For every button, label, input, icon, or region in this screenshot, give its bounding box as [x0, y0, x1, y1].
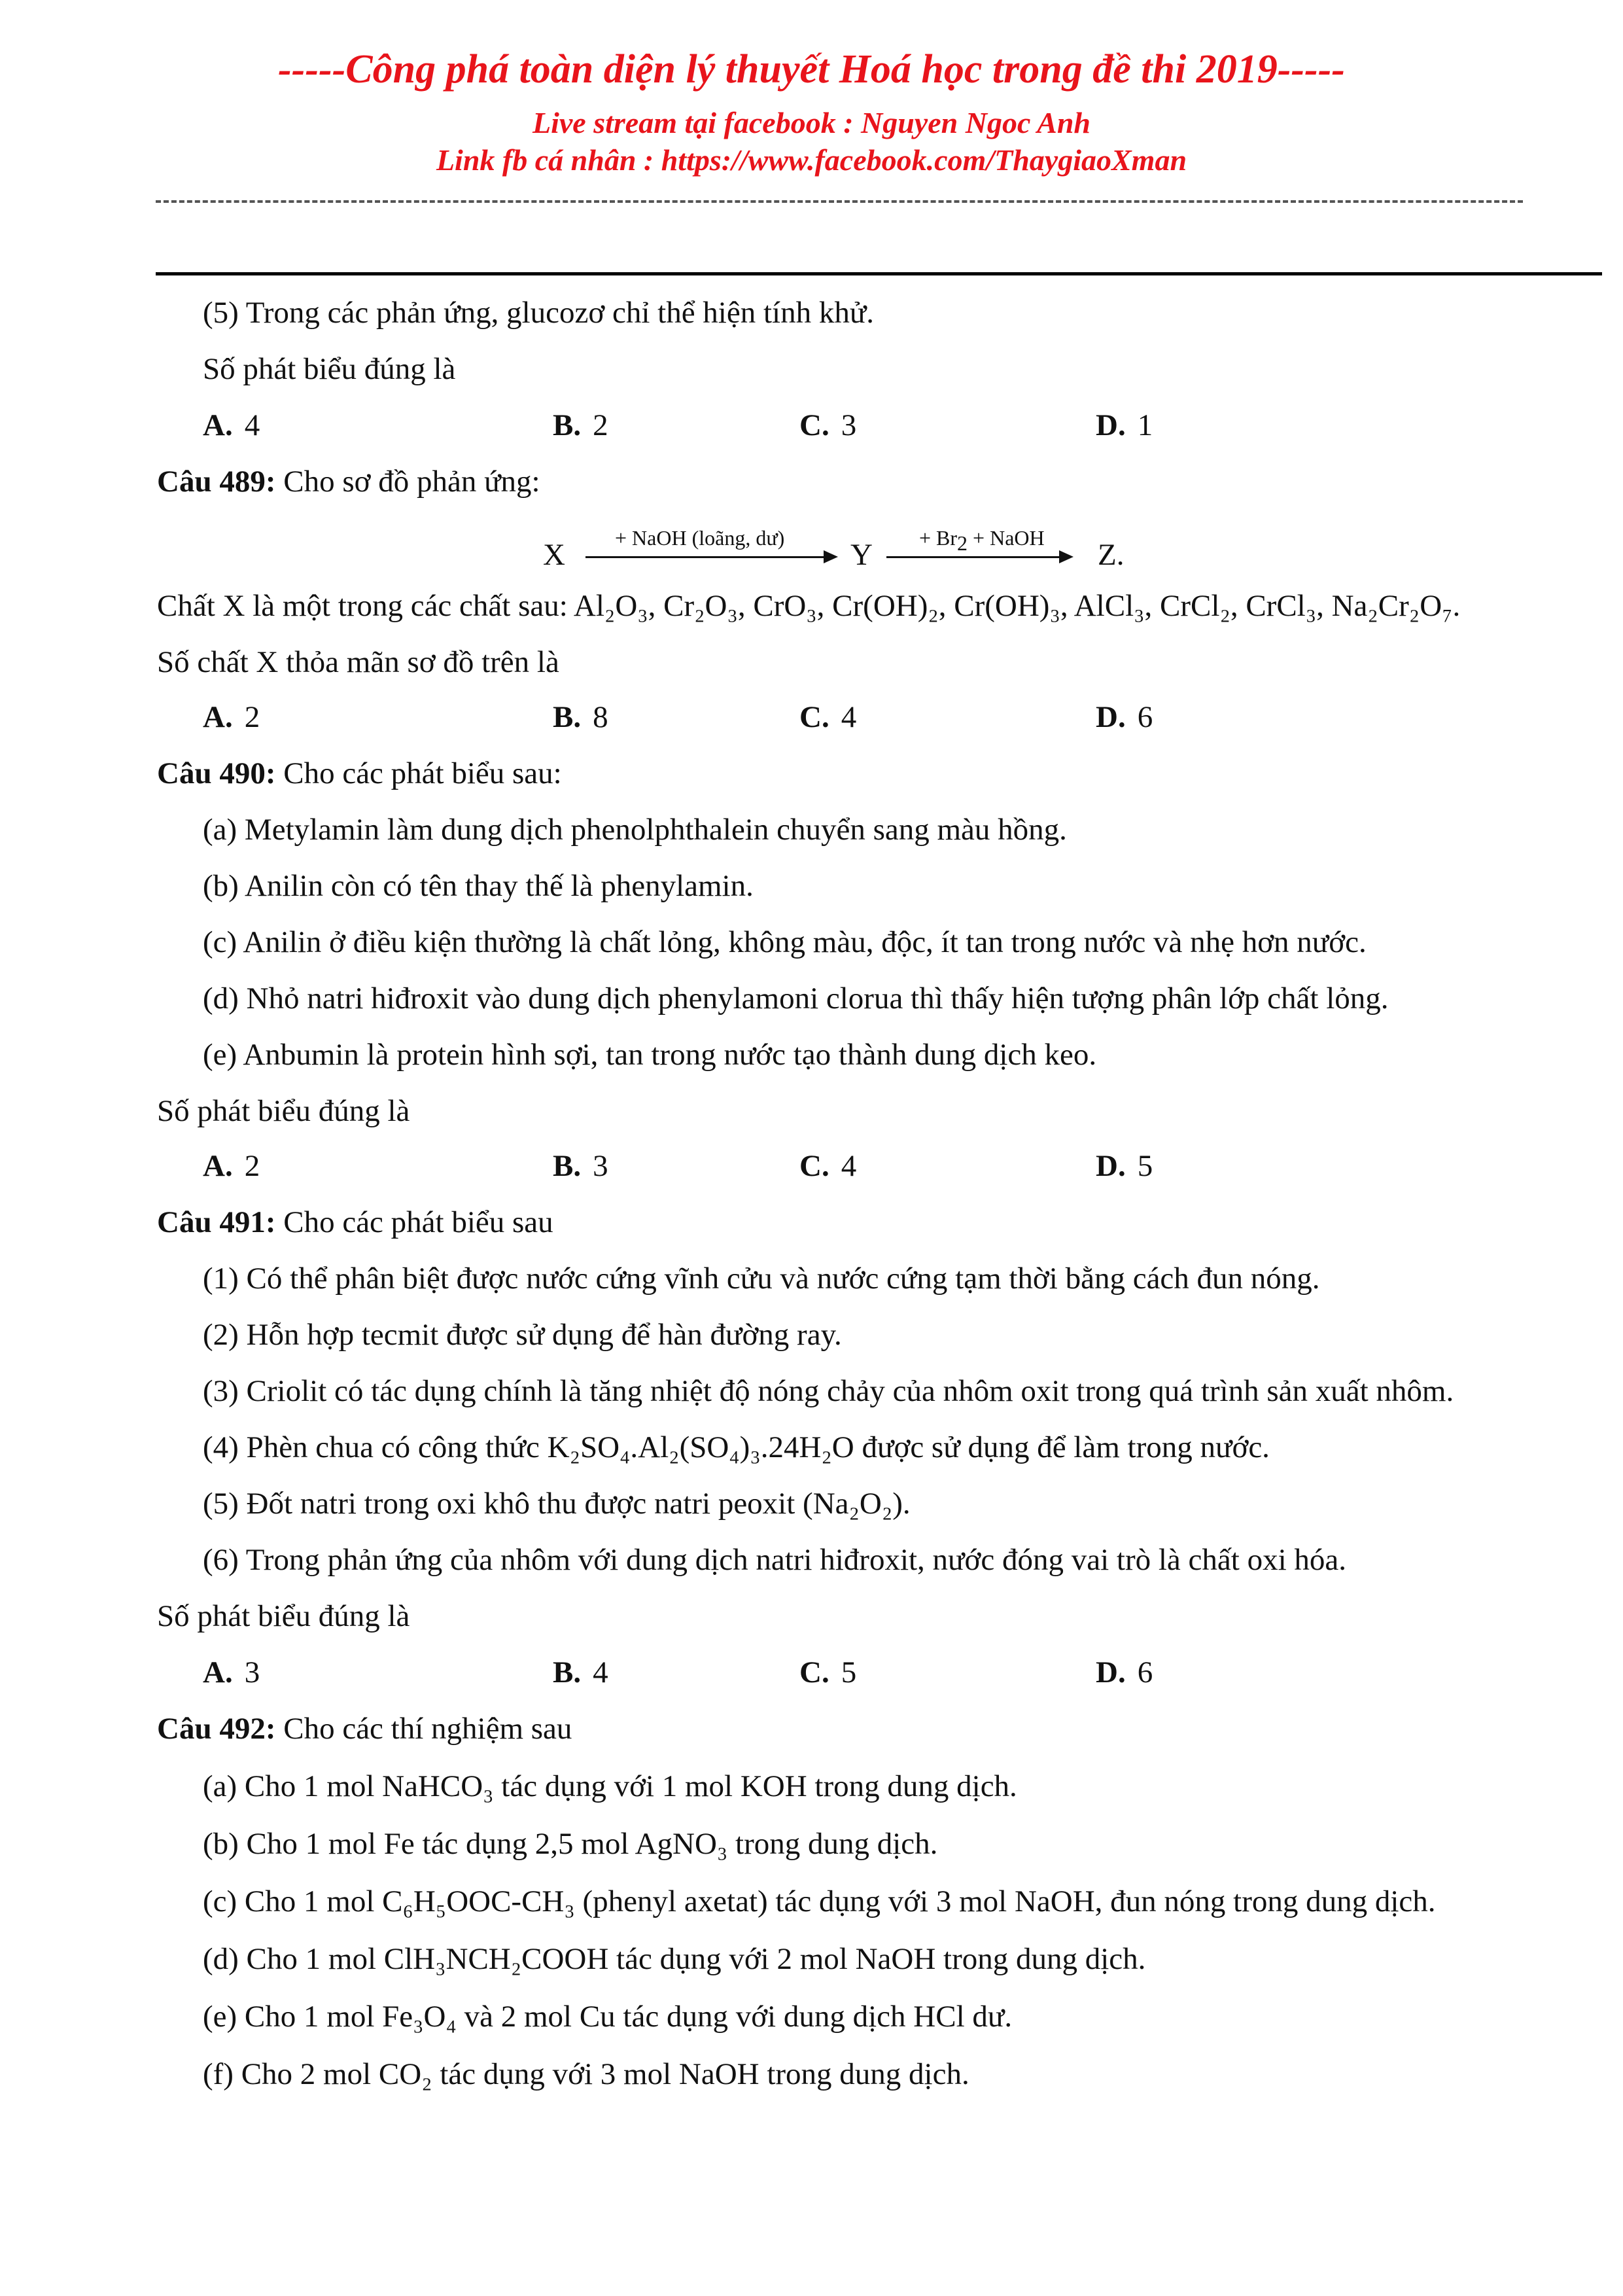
option-value: 3 — [841, 408, 857, 442]
q492-experiment-d: (d) Cho 1 mol ClH₃NCH₂COOH tác dụng với 2 mol NaOH trong dung dịch. — [203, 1942, 1146, 1976]
q489-option-c[interactable] — [799, 698, 856, 737]
q491-statement-5: (5) Đốt natri trong oxi khô thu được natri peoxit (Na₂O₂). — [203, 1487, 911, 1521]
option-value: 4 — [593, 1655, 608, 1689]
option-key: B. — [553, 700, 582, 734]
q491-statement-1: (1) Có thể phân biệt được nước cứng vĩnh cửu và nước cứng tạm thời bằng cách đun nóng. — [203, 1262, 1320, 1296]
arrow-icon — [585, 556, 834, 558]
question-label: Câu 492: — [157, 1712, 276, 1746]
q489-option-d[interactable] — [1096, 698, 1153, 737]
q491-statement-6: (6) Trong phản ứng của nhôm với dung dịch natri hiđroxit, nước đóng vai trò là chất oxi hóa. — [203, 1543, 1346, 1577]
question-label: Câu 490: — [157, 756, 276, 790]
option-value: 5 — [1137, 1149, 1153, 1183]
question-text: Cho các phát biểu sau: — [275, 756, 562, 790]
option-value: 4 — [244, 408, 260, 442]
option-value: 4 — [841, 700, 857, 734]
question-490 — [157, 754, 562, 793]
header-livestream: Live stream tại facebook : Nguyen Ngoc Anh — [532, 106, 1091, 139]
q489-ask: Số chất X thỏa mãn sơ đồ trên là — [157, 645, 559, 679]
option-key: A. — [203, 700, 233, 734]
q490-statement-e: (e) Anbumin là protein hình sợi, tan trong nước tạo thành dung dịch keo. — [203, 1038, 1097, 1072]
q490-statement-c: (c) Anilin ở điều kiện thường là chất lỏng, không màu, độc, ít tan trong nước và nhẹ hơn nước. — [203, 925, 1367, 959]
option-key: D. — [1096, 408, 1126, 442]
header-facebook-link[interactable]: Link fb cá nhân : https://www.facebook.com/ThaygiaoXman — [436, 143, 1187, 177]
q490-statement-a: (a) Metylamin làm dung dịch phenolphthalein chuyển sang màu hồng. — [203, 813, 1067, 847]
option-key: C. — [799, 700, 829, 734]
q490-ask: Số phát biểu đúng là — [157, 1094, 410, 1128]
scheme-condition-2 — [919, 525, 1045, 555]
q489-option-b[interactable] — [553, 698, 608, 737]
option-key: C. — [799, 1149, 829, 1183]
option-value: 3 — [593, 1149, 608, 1183]
question-491 — [157, 1203, 553, 1242]
option-value: 1 — [1137, 408, 1153, 442]
q491-statement-4: (4) Phèn chua có công thức K₂SO₄.Al₂(SO₄)₃.24H₂O được sử dụng để làm trong nước. — [203, 1430, 1270, 1464]
prev-option-c[interactable] — [799, 406, 856, 445]
q489-option-a[interactable] — [203, 698, 260, 737]
q490-option-d[interactable] — [1096, 1146, 1153, 1186]
prev-ask: Số phát biểu đúng là — [203, 352, 456, 386]
q491-option-a[interactable] — [203, 1653, 260, 1692]
option-key: D. — [1096, 700, 1126, 734]
option-key: B. — [553, 408, 582, 442]
prev-option-b[interactable] — [553, 406, 608, 445]
condition-part: + NaOH — [968, 526, 1045, 550]
q492-experiment-f: (f) Cho 2 mol CO₂ tác dụng với 3 mol NaOH trong dung dịch. — [203, 2057, 969, 2091]
scheme-y: Y — [850, 538, 873, 572]
reaction-scheme — [0, 510, 1623, 582]
q489-substances: Chất X là một trong các chất sau: Al₂O₃, Cr₂O₃, CrO₃, Cr(OH)₂, Cr(OH)₃, AlCl₃, CrCl₂, CrCl₃, Na₂Cr₂O₇. — [157, 589, 1461, 623]
question-489 — [157, 462, 540, 501]
q492-experiment-e: (e) Cho 1 mol Fe₃O₄ và 2 mol Cu tác dụng với dung dịch HCl dư. — [203, 2000, 1013, 2034]
arrow-icon — [886, 556, 1070, 558]
option-value: 2 — [244, 1149, 260, 1183]
q490-option-a[interactable] — [203, 1146, 260, 1186]
option-value: 3 — [244, 1655, 260, 1689]
scheme-z: Z. — [1098, 538, 1125, 572]
option-value: 6 — [1137, 700, 1153, 734]
q491-statement-2: (2) Hỗn hợp tecmit được sử dụng để hàn đường ray. — [203, 1318, 842, 1352]
option-key: A. — [203, 1149, 233, 1183]
prev-option-d[interactable] — [1096, 406, 1153, 445]
question-text: Cho các phát biểu sau — [275, 1205, 553, 1239]
condition-subscript: 2 — [957, 531, 968, 555]
q492-experiment-b: (b) Cho 1 mol Fe tác dụng 2,5 mol AgNO₃ trong dung dịch. — [203, 1827, 938, 1861]
q491-option-b[interactable] — [553, 1653, 608, 1692]
q491-option-c[interactable] — [799, 1653, 856, 1692]
q491-statement-3: (3) Criolit có tác dụng chính là tăng nhiệt độ nóng chảy của nhôm oxit trong quá trình sản xuất nhôm. — [203, 1374, 1454, 1408]
question-492 — [157, 1709, 572, 1748]
prev-option-a[interactable] — [203, 406, 260, 445]
option-key: C. — [799, 408, 829, 442]
option-key: D. — [1096, 1149, 1126, 1183]
option-value: 5 — [841, 1655, 857, 1689]
q491-ask: Số phát biểu đúng là — [157, 1599, 410, 1633]
option-key: B. — [553, 1655, 582, 1689]
option-value: 2 — [593, 408, 608, 442]
q491-option-d[interactable] — [1096, 1653, 1153, 1692]
option-value: 8 — [593, 700, 608, 734]
q492-experiment-c: (c) Cho 1 mol C₆H₅OOC-CH₃ (phenyl axetat) tác dụng với 3 mol NaOH, đun nóng trong dung dịch. — [203, 1884, 1436, 1918]
option-key: C. — [799, 1655, 829, 1689]
question-label: Câu 489: — [157, 465, 276, 499]
header-title: -----Công phá toàn diện lý thuyết Hoá học trong đề thi 2019----- — [278, 47, 1345, 92]
scheme-condition-1: + NaOH (loãng, dư) — [615, 526, 785, 550]
option-key: A. — [203, 408, 233, 442]
q490-statement-b: (b) Anilin còn có tên thay thế là phenylamin. — [203, 869, 754, 903]
q492-experiment-a: (a) Cho 1 mol NaHCO₃ tác dụng với 1 mol KOH trong dung dịch. — [203, 1769, 1017, 1803]
q490-statement-d: (d) Nhỏ natri hiđroxit vào dung dịch phenylamoni clorua thì thấy hiện tượng phân lớp chất lỏng. — [203, 981, 1389, 1016]
question-label: Câu 491: — [157, 1205, 276, 1239]
condition-part: + Br — [919, 526, 958, 550]
option-key: A. — [203, 1655, 233, 1689]
prev-statement-5: (5) Trong các phản ứng, glucozơ chỉ thể hiện tính khử. — [203, 296, 875, 330]
question-text: Cho các thí nghiệm sau — [275, 1712, 572, 1746]
scheme-x: X — [543, 538, 565, 572]
option-value: 4 — [841, 1149, 857, 1183]
option-key: D. — [1096, 1655, 1126, 1689]
option-value: 6 — [1137, 1655, 1153, 1689]
option-key: B. — [553, 1149, 582, 1183]
q490-option-c[interactable] — [799, 1146, 856, 1186]
q490-option-b[interactable] — [553, 1146, 608, 1186]
option-value: 2 — [244, 700, 260, 734]
question-text: Cho sơ đồ phản ứng: — [275, 465, 540, 499]
